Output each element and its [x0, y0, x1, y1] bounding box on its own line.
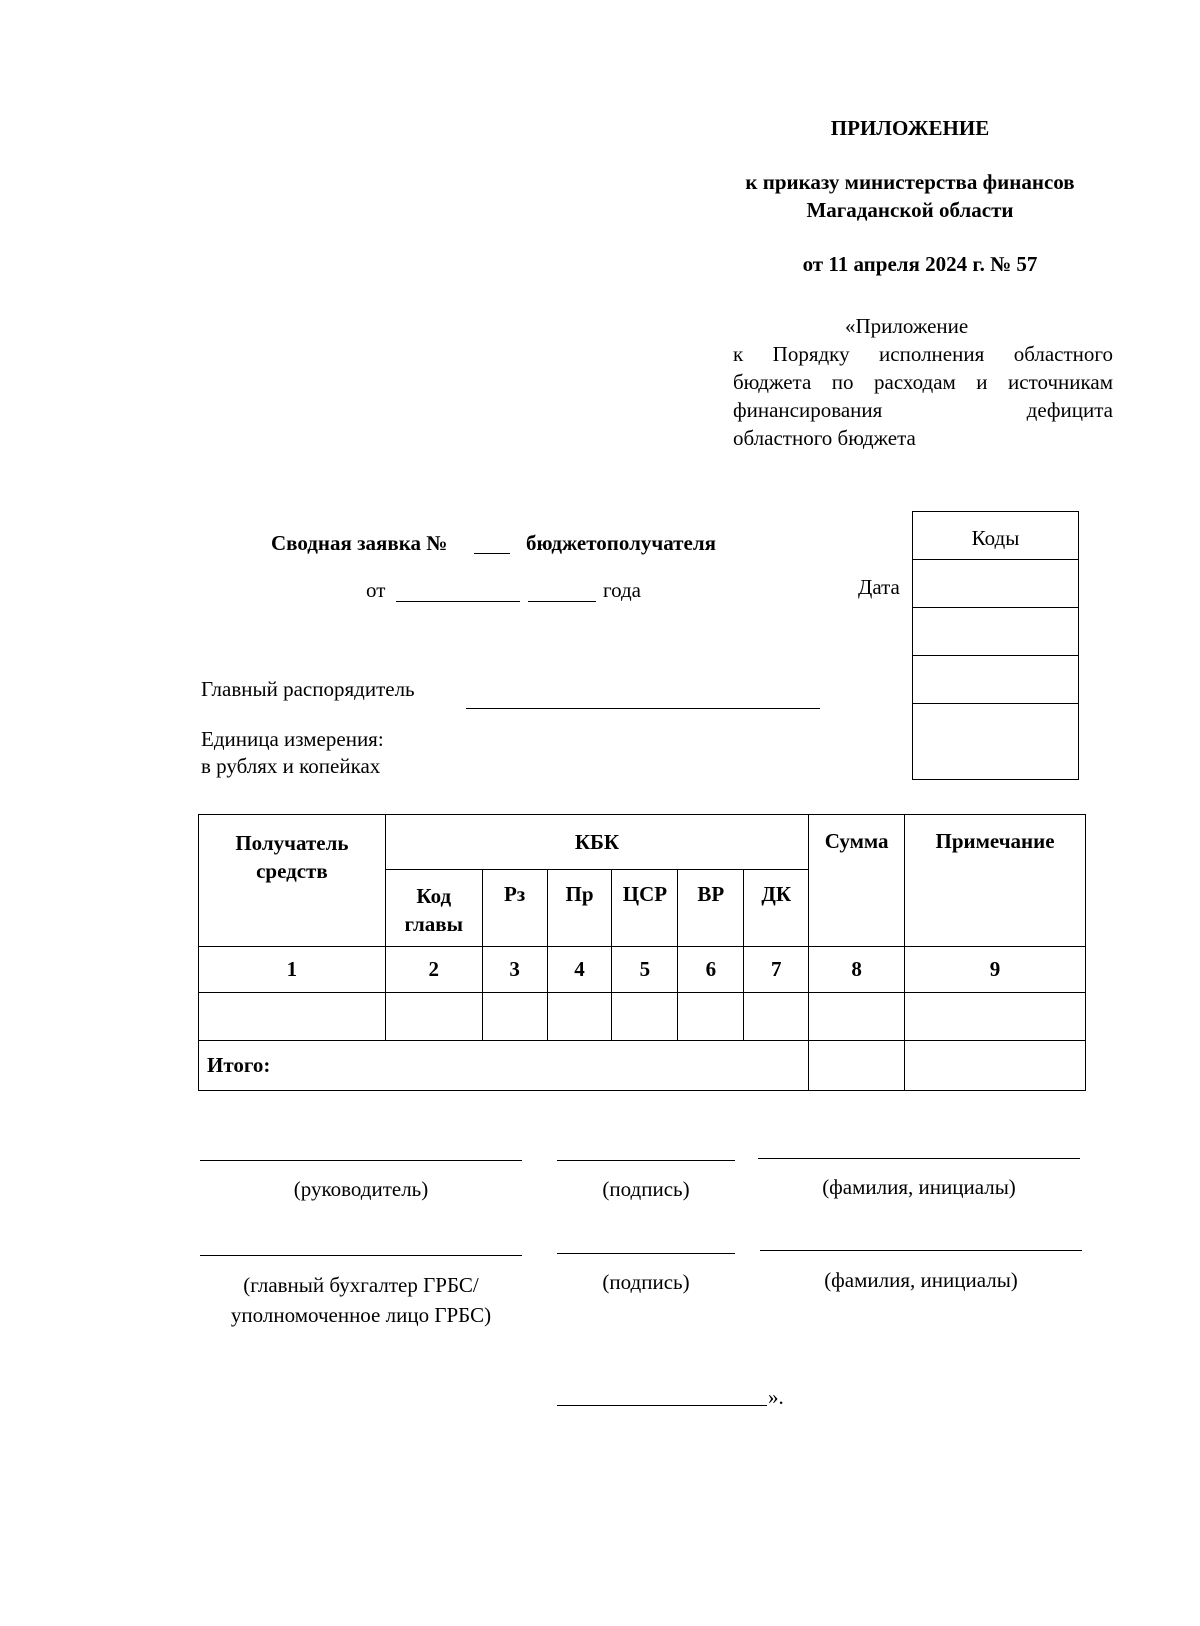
accountant-label-1: (главный бухгалтер ГРБС/	[243, 1273, 479, 1297]
chief-label: Главный распорядитель	[201, 677, 415, 701]
chief-blank	[466, 708, 820, 709]
annex-line-3: бюджета по расходам и источникам	[733, 370, 1113, 394]
codes-cell-3	[913, 655, 1078, 703]
col-note: Примечание	[905, 815, 1086, 947]
col-vr: ВР	[678, 870, 744, 947]
name1-label: (фамилия, инициалы)	[822, 1175, 1016, 1199]
unit-label: Единица измерения:	[201, 727, 384, 751]
year-label: года	[603, 578, 641, 602]
order-date: от 11 апреля 2024 г. № 57	[802, 252, 1038, 276]
annex-line-4b: дефицита	[1026, 398, 1113, 422]
sign1-line	[557, 1160, 735, 1161]
total-row	[199, 1041, 1086, 1091]
accountant-line	[200, 1255, 522, 1256]
sign2-line	[557, 1253, 735, 1254]
annex-line-4a: финансирования	[733, 398, 883, 422]
head-line	[200, 1160, 522, 1161]
col-kbk: КБК	[385, 815, 808, 870]
accountant-label-2: уполномоченное лицо ГРБС)	[230, 1303, 492, 1327]
num-4: 4	[547, 947, 612, 993]
codes-box	[912, 511, 1079, 780]
num-1: 1	[199, 947, 386, 993]
form-title-prefix: Сводная заявка №	[271, 531, 448, 555]
unit-value: в рублях и копейках	[201, 754, 381, 778]
annex-block	[733, 312, 1113, 452]
col-rz: Рз	[482, 870, 547, 947]
codes-date-cell	[913, 559, 1078, 607]
num-5: 5	[612, 947, 678, 993]
codes-header: Коды	[971, 526, 1020, 550]
name2-line	[760, 1250, 1082, 1251]
annex-line-4	[733, 396, 1113, 424]
form-title-suffix: бюджетополучателя	[526, 531, 716, 555]
accountant-label	[200, 1270, 522, 1330]
col-sum: Сумма	[809, 815, 905, 947]
sign2-label: (подпись)	[602, 1270, 690, 1294]
annex-line-1: «Приложение	[845, 314, 969, 338]
col-dk: ДК	[744, 870, 809, 947]
head-label: (руководитель)	[293, 1177, 429, 1201]
date-label: Дата	[858, 575, 900, 599]
num-2: 2	[385, 947, 482, 993]
closing-line	[557, 1405, 767, 1406]
order-line-2: Магаданской области	[806, 198, 1014, 222]
table-row	[199, 993, 1086, 1041]
request-table	[198, 814, 1086, 1091]
col-csr: ЦСР	[612, 870, 678, 947]
codes-cell-4	[913, 703, 1078, 779]
col-pr: Пр	[547, 870, 612, 947]
num-8: 8	[809, 947, 905, 993]
appendix-title: ПРИЛОЖЕНИЕ	[830, 116, 990, 140]
annex-line-2: к Порядку исполнения областного	[733, 342, 1113, 366]
name1-line	[758, 1158, 1080, 1159]
codes-cell-2	[913, 607, 1078, 655]
closing-quote: ».	[768, 1385, 784, 1409]
name2-label: (фамилия, инициалы)	[824, 1268, 1018, 1292]
total-label: Итого:	[199, 1041, 809, 1091]
date-blank-2	[528, 601, 596, 602]
num-7: 7	[744, 947, 809, 993]
col-kod-glavy: Код главы	[385, 870, 482, 947]
num-9: 9	[905, 947, 1086, 993]
sign1-label: (подпись)	[602, 1177, 690, 1201]
from-label: от	[366, 578, 386, 602]
num-3: 3	[482, 947, 547, 993]
num-6: 6	[678, 947, 744, 993]
date-blank-1	[396, 601, 520, 602]
annex-line-5: областного бюджета	[733, 426, 916, 450]
col-recipient: Получатель средств	[199, 815, 386, 947]
number-blank	[474, 553, 510, 554]
order-line-1: к приказу министерства финансов	[745, 170, 1075, 194]
